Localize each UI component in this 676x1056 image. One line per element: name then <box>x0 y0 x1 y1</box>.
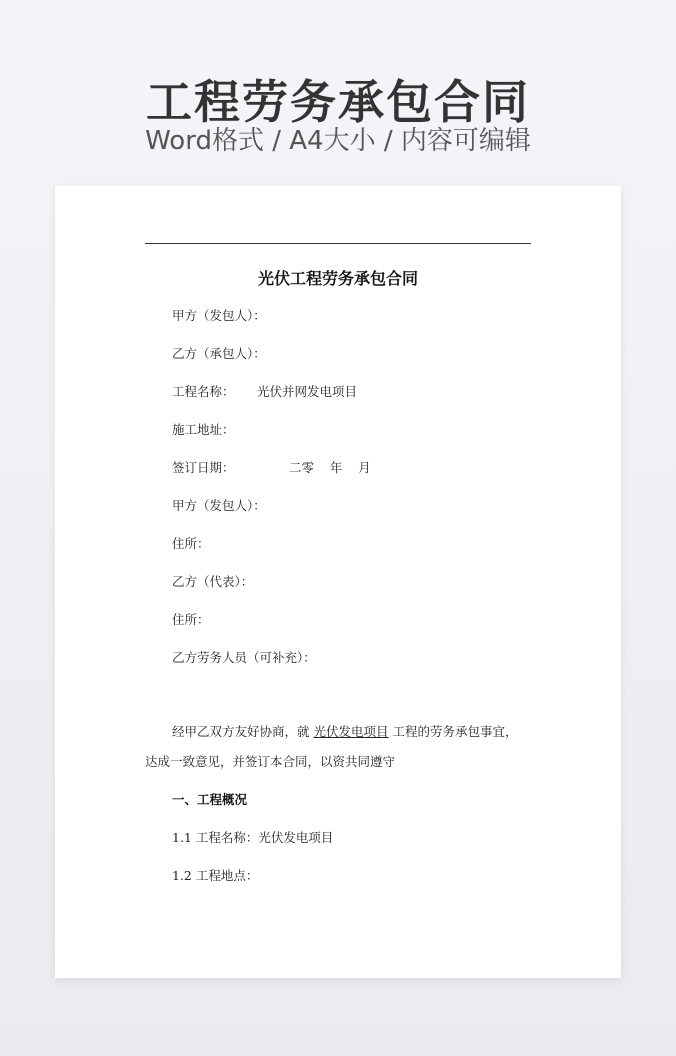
sign-date-label: 签订日期： <box>172 460 235 475</box>
project-name-value: 光伏并网发电项目 <box>257 384 358 399</box>
field-project-name <box>172 382 358 400</box>
document-title: 光伏工程劳务承包合同 <box>257 269 418 288</box>
project-name-label: 工程名称： <box>172 384 235 399</box>
sign-date-value: 二零 年 月 <box>289 460 371 475</box>
intro-part1: 经甲乙双方友好协商，就 <box>172 724 310 739</box>
section-item-1: 1.1 工程名称：光伏发电项目 <box>172 830 334 845</box>
field-site-address: 施工地址： <box>172 422 235 437</box>
banner-title: 工程劳务承包合同 <box>146 75 530 129</box>
field-party-b-staff: 乙方劳务人员（可补充）： <box>172 650 316 665</box>
header-rule <box>145 243 531 244</box>
banner-subtitle: Word格式 / A4大小 / 内容可编辑 <box>145 126 531 156</box>
intro-part2: 工程的劳务承包事宜， <box>392 724 518 739</box>
intro-paragraph-line1 <box>172 722 518 740</box>
field-residence-1: 住所： <box>172 536 210 551</box>
intro-underlined-project: 光伏发电项目 <box>313 724 389 739</box>
field-party-b: 乙方（承包人）： <box>172 346 266 361</box>
field-party-b-rep: 乙方（代表）： <box>172 574 254 589</box>
section-item-2: 1.2 工程地点： <box>172 868 259 883</box>
field-party-a-2: 甲方（发包人）： <box>172 498 266 513</box>
field-sign-date <box>172 458 371 476</box>
intro-paragraph-line2: 达成一致意见，并签订本合同，以资共同遵守 <box>145 754 396 769</box>
field-residence-2: 住所： <box>172 612 210 627</box>
field-party-a: 甲方（发包人）： <box>172 308 266 323</box>
document-page <box>55 186 621 978</box>
section-heading: 一、工程概况 <box>172 792 248 807</box>
